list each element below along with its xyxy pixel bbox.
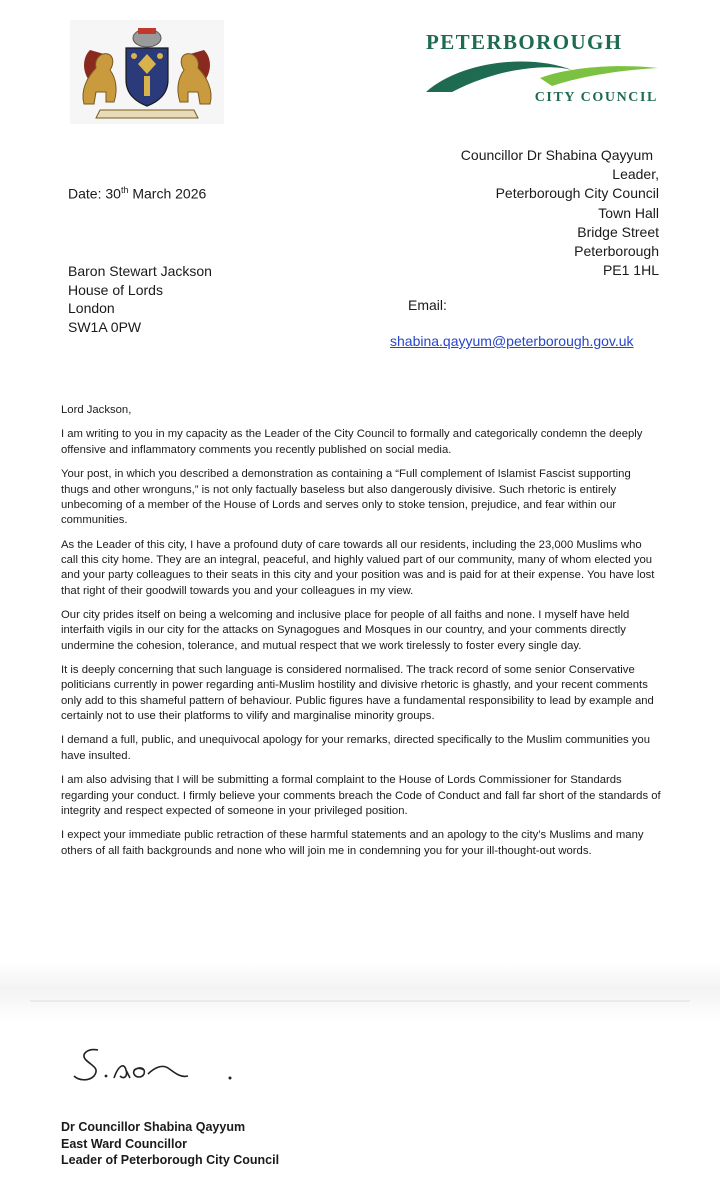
letter-paragraph: I am also advising that I will be submitting a formal complaint to the House of Lords Commissioner for Standards regarding your conduct. I firmly believe your comments breach the Code of Conduct and fall far short of the standards of integrity and respect expected of someone in your privileged position. [61, 774, 661, 817]
logo-wordmark-bottom: CITY COUNCIL [534, 90, 658, 105]
signatory-line: Leader of Peterborough City Council [61, 1153, 280, 1167]
recipient-address-line: London [68, 300, 115, 316]
logo-wordmark-top: PETERBOROUGH [426, 30, 623, 54]
letter-paragraph: I expect your immediate public retraction of these harmful statements and an apology to the city’s Muslims and many others of all faith backgrounds and none who will join me in condemning you for your ill-thought-out words. [61, 829, 644, 857]
signatory-line: Dr Councillor Shabina Qayyum [61, 1120, 246, 1134]
email-link[interactable]: shabina.qayyum@peterborough.gov.uk [390, 333, 634, 349]
sender-address-line: Peterborough City Council [495, 185, 659, 202]
salutation: Lord Jackson, [61, 404, 132, 416]
letter-paragraph: As the Leader of this city, I have a profound duty of care towards all our residents, including the 23,000 Muslims who call this city home. They are an integral, peaceful, and highly valued part of our community, many of whom elected you and your party colleagues to their seats in this city and your position was and is paid for at their expense. You have lost that right of their goodwill towards you and your colleagues in my view. [61, 538, 655, 597]
letter-date [68, 185, 206, 202]
scan-fade-line [30, 1000, 690, 1002]
sender-address-line: Leader, [612, 166, 659, 183]
city-coat-of-arms-icon [70, 20, 224, 124]
date-rest: March 2026 [128, 185, 207, 202]
sender-address-line: Town Hall [598, 204, 659, 221]
peterborough-city-council-logo [422, 30, 662, 112]
recipient-address-line: SW1A 0PW [68, 318, 142, 335]
letter-paragraph: Your post, in which you described a demonstration as containing a “Full complement of Islamist Fascist supporting thugs and other wronguns,” is not only factually baseless but also dangerously divisive. Such rhetoric is entirely unbecoming of a member of the House of Lords and serves only to stoke tension, prejudice, and fear within our communities. [61, 468, 631, 527]
signature-block [61, 1119, 279, 1169]
date-prefix: Date: 30 [68, 185, 121, 202]
letter-paragraph: I am writing to you in my capacity as the Leader of the City Council to formally and categorically condemn the deeply offensive and inflammatory comments you recently published on social media. [61, 428, 643, 456]
handwritten-signature-icon [70, 1040, 250, 1100]
sender-address-line: Bridge Street [577, 223, 659, 240]
letter-paragraph: It is deeply concerning that such language is considered normalised. The track record of some senior Conservative politicians currently in power regarding anti-Muslim hostility and divisive rhetoric is ghastly, and your recent comments only add to this shameful pattern of behaviour. Public figures have a fundamental responsibility to lead by example and certainly not to use their platforms to vilify and marginalise minority groups. [61, 664, 654, 722]
email-label: Email: [408, 297, 447, 313]
letter-body [61, 403, 661, 868]
letter-paragraph: Our city prides itself on being a welcoming and inclusive place for people of all faiths and none. I myself have held interfaith vigils in our city for the attacks on Synagogues and Mosques in our country, and your comments directly undermine the cohesion, tolerance, and mutual respect that we work tirelessly to foster every single day. [61, 609, 630, 652]
signatory-line: East Ward Councillor [61, 1136, 187, 1151]
sender-address-line: Councillor Dr Shabina Qayyum [460, 147, 653, 163]
sender-address [461, 146, 659, 280]
recipient-address [68, 262, 212, 336]
sender-address-line: Peterborough [574, 243, 659, 260]
letter-paragraph: I demand a full, public, and unequivocal apology for your remarks, directed specifically to the Muslim communities you have insulted. [61, 734, 650, 762]
sender-address-line: PE1 1HL [602, 262, 659, 279]
recipient-address-line: Baron Stewart Jackson [68, 263, 212, 279]
recipient-address-line: House of Lords [68, 281, 163, 298]
date-ordinal: th [120, 185, 129, 195]
scan-fade-band [0, 962, 720, 1022]
